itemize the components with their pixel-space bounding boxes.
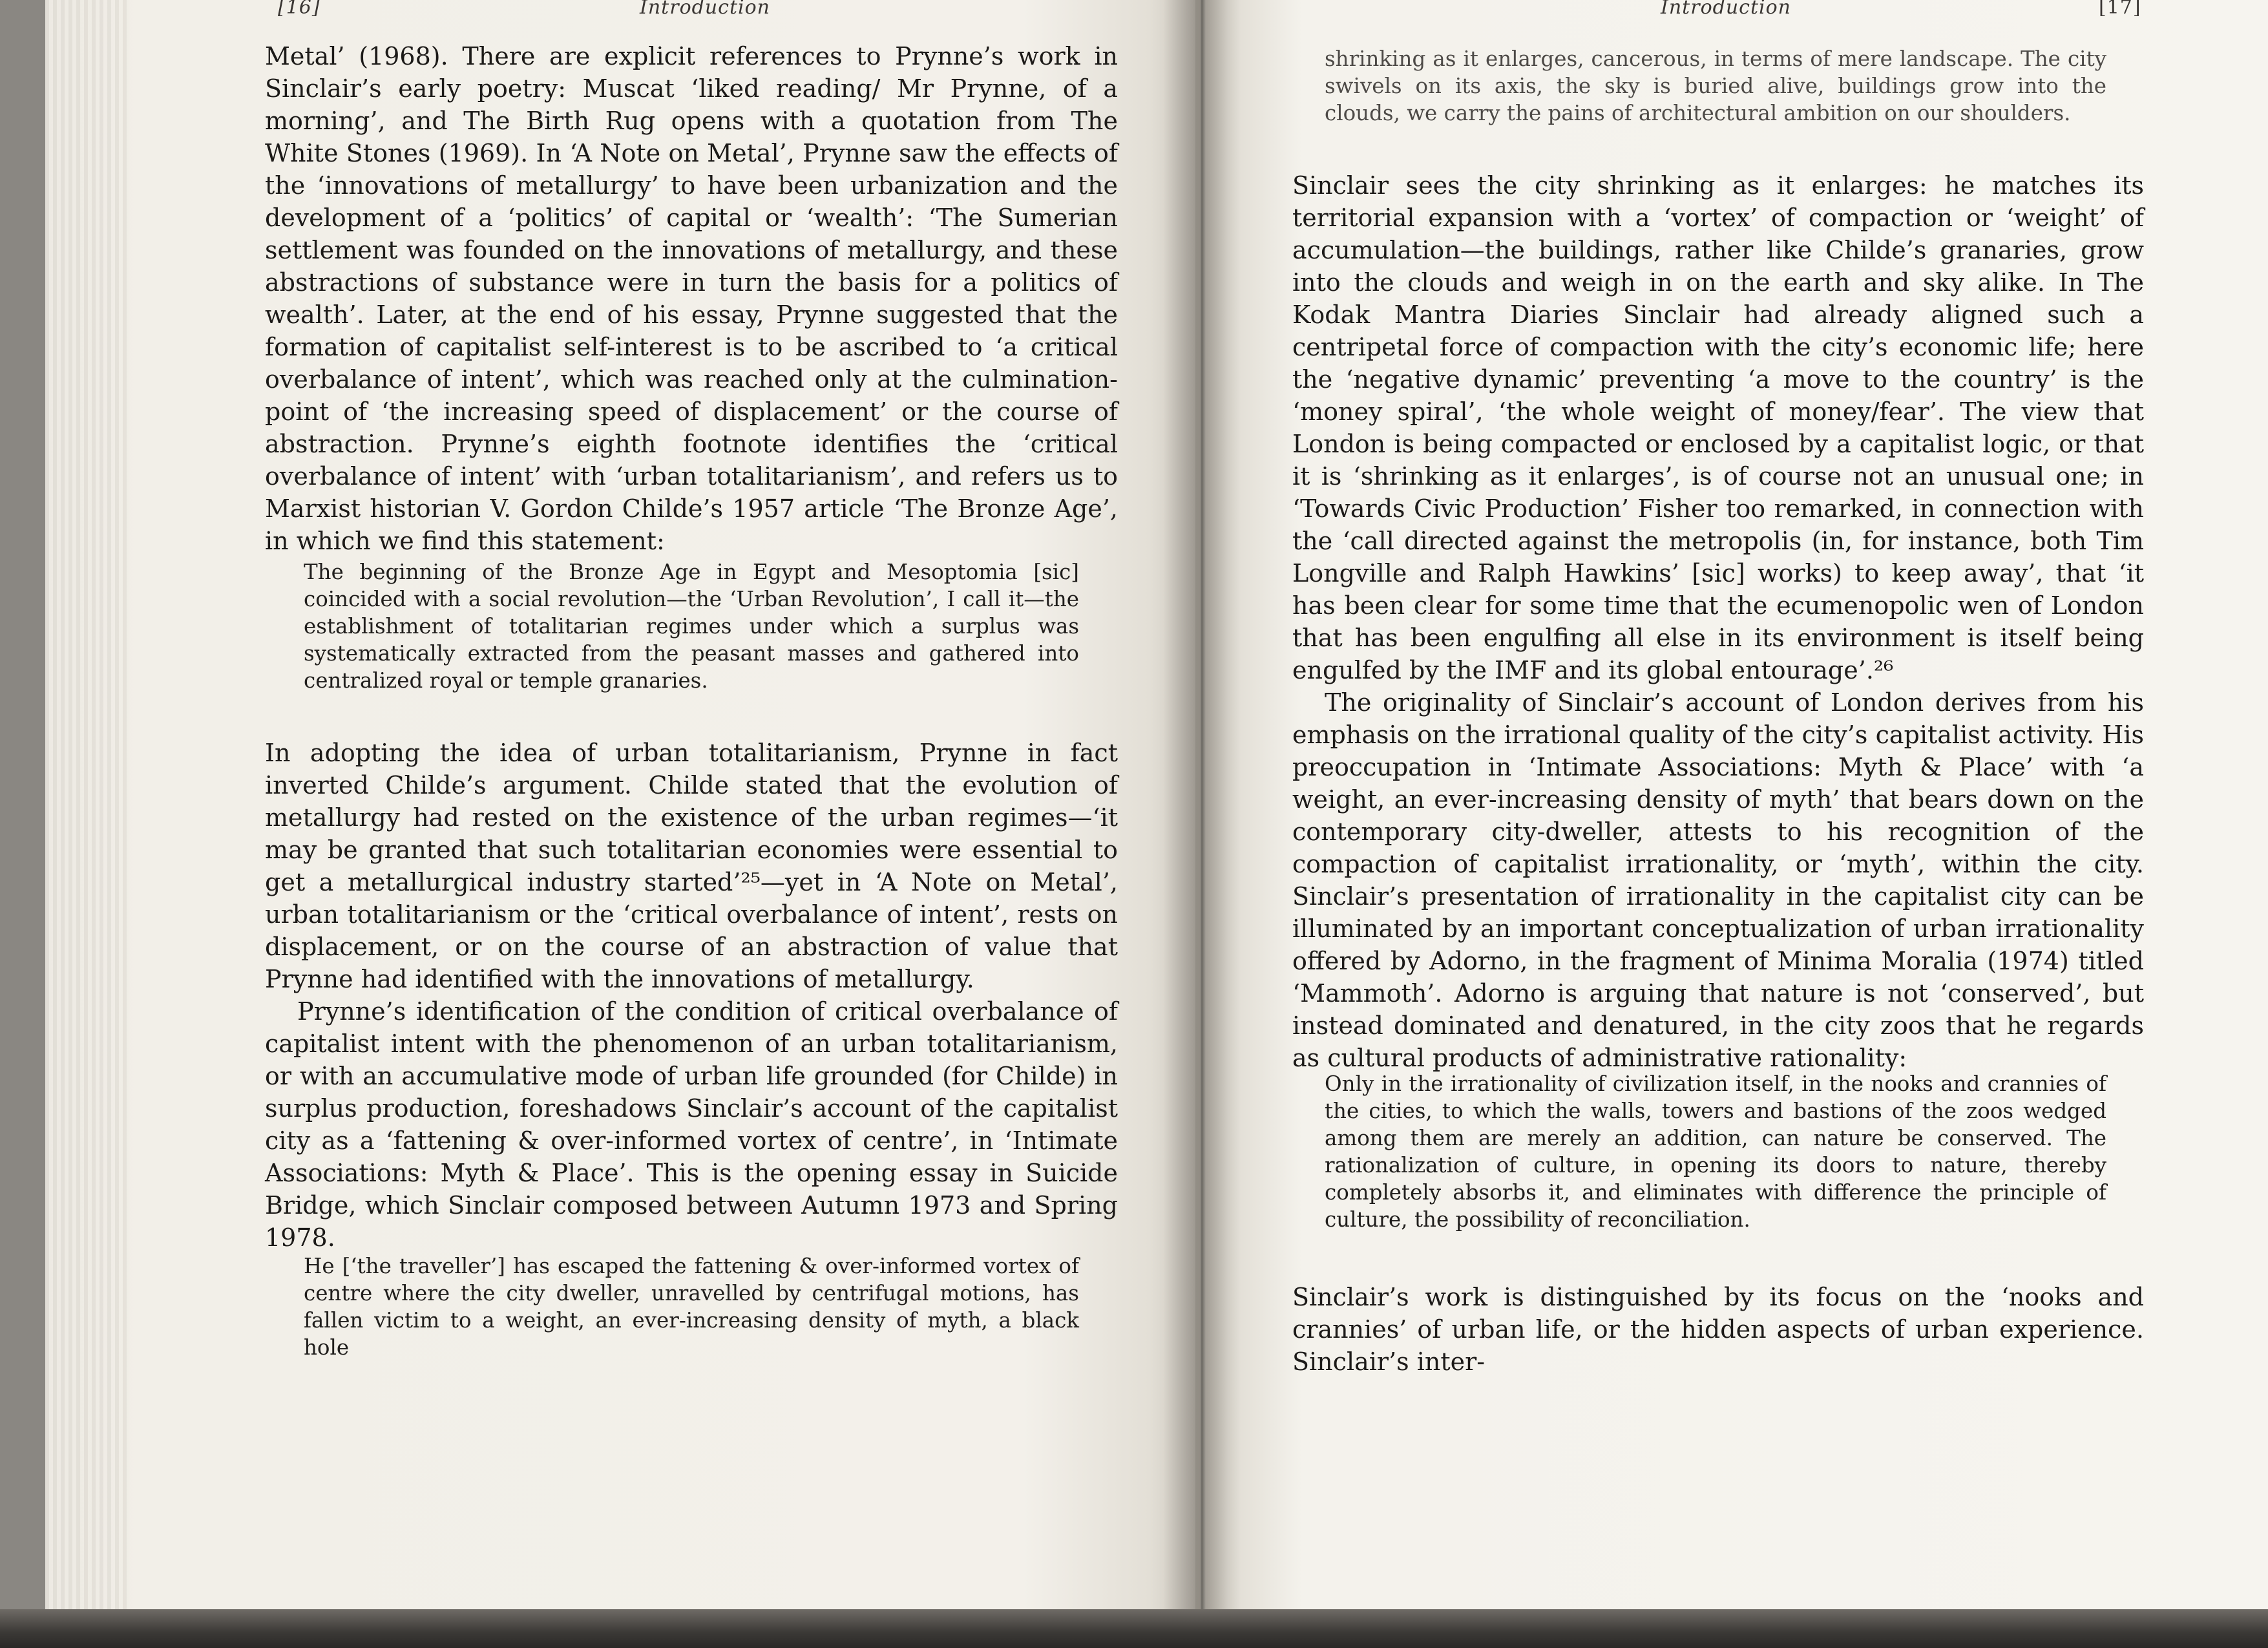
bottom-shadow	[0, 1609, 2268, 1648]
left-paragraph-2: In adopting the idea of urban totalitarianism, Prynne in fact inverted Childe’s argument. Childe stated that the evolution of metallurgy had rested on the existence of the urban regimes—‘it may be granted that such totalitarian economies were essential to get a metallurgical industry started’²⁵—yet in ‘A Note on Metal’, urban totalitarianism or the ‘critical overbalance of intent’, rests on displacement, or on the course of an abstraction of value that Prynne had identified with the innovations of metallurgy.	[265, 739, 1118, 993]
left-paragraph-1: Metal’ (1968). There are explicit references to Prynne’s work in Sinclair’s early poetry: Muscat ‘liked reading/ Mr Prynne, of a morning’, and The Birth Rug opens with a quotation from The White Stones (1969). In ‘A Note on Metal’, Prynne saw the effects of the ‘innovations of metallurgy’ to have been urbanization and the development of a ‘politics’ of capital or ‘wealth’: ‘The Sumerian settlement was founded on the innovations of metallurgy, and these abstractions of substance were in turn the basis for a politics of wealth’. Later, at the end of his essay, Prynne suggested that the formation of capitalist self-interest is to be ascribed to ‘a critical overbalance of intent’, which was reached only at the culmination-point of ‘the increasing speed of displacement’ or the course of abstraction. Prynne’s eighth footnote identifies the ‘critical overbalance of intent’ with ‘urban totalitarianism’, and refers us to Marxist historian V. Gordon Childe’s 1957 article ‘The Bronze Age’, in which we find this statement:	[265, 42, 1118, 555]
right-paragraph-3: Sinclair’s work is distinguished by its focus on the ‘nooks and crannies’ of urban life, or the hidden aspects of urban experience. Sinclair’s inter-	[1292, 1283, 2144, 1376]
left-running-head: Introduction	[640, 0, 770, 19]
left-page-edges	[45, 0, 129, 1616]
right-paragraph-2: The originality of Sinclair’s account of London derives from his emphasis on the irrational quality of the city’s capitalist activity. His preoccupation in ‘Intimate Associations: Myth & Place’ with ‘a weight, an ever-increasing density of myth’ that bears down on the contemporary city-dweller, attests to his recognition of the compaction of capitalist irrationality, or ‘myth’, within the city. Sinclair’s presentation of irrationality in the capitalist city can be illuminated by an important conceptualization of urban irrationality offered by Adorno, in the fragment of Minima Moralia (1974) titled ‘Mammoth’. Adorno is arguing that nature is not ‘conserved’, but instead dominated and denatured, in the city zoos that he regards as cultural products of administrative rationality:	[1292, 688, 2144, 1072]
book-gutter	[1163, 0, 1241, 1616]
right-block-quote-continued: shrinking as it enlarges, cancerous, in terms of mere landscape. The city swivels on its axis, the sky is buried alive, buildings grow into the clouds, we carry the pains of architectural ambition on our shoulders.	[1325, 47, 2106, 125]
right-body-upper	[1292, 169, 2144, 1074]
right-block-quote-adorno: Only in the irrationality of civilization itself, in the nooks and crannies of the cities, to which the walls, towers and bastions of the zoos wedged among them are merely an addition, can nature be conserved. The rationalization of culture, in opening its doors to nature, thereby completely absorbs it, and eliminates with difference the principle of culture, the possibility of reconciliation.	[1325, 1072, 2106, 1232]
left-block-quote-sinclair: He [‘the traveller’] has escaped the fattening & over-informed vortex of centre where the city dweller, unravelled by centrifugal motions, has fallen victim to a weight, an ever-increasing density of myth, a black hole	[304, 1254, 1079, 1360]
right-page-number: [17]	[2099, 0, 2141, 19]
right-paragraph-1: Sinclair sees the city shrinking as it enlarges: he matches its territorial expansion with a ‘vortex’ of compaction or ‘weight’ of accumulation—the buildings, rather like Childe’s granaries, grow into the clouds and weigh in on the earth and sky alike. In The Kodak Mantra Diaries Sinclair had already aligned such a centripetal force of compaction with the city’s economic life; here the ‘negative dynamic’ preventing ‘a move to the country’ is the ‘money spiral’, ‘the whole weight of money/fear’. The view that London is being compacted or enclosed by a capitalist logic, or that it is ‘shrinking as it enlarges’, is of course not an unusual one; in ‘Towards Civic Production’ Fisher too remarked, in connection with the ‘call directed against the metropolis (in, for instance, both Tim Longville and Ralph Hawkins’ [sic] works) to keep away’, that ‘it has been clear for some time that the ecumenopolic wen of London that has been engulfing all else in its environment is itself being engulfed by the IMF and its global entourage’.²⁶	[1292, 171, 2144, 684]
left-body-lower	[265, 737, 1118, 1254]
left-paragraph-3: Prynne’s identification of the condition of critical overbalance of capitalist intent with the phenomenon of an urban totalitarianism, or with an accumulative mode of urban life grounded (for Childe) in surplus production, foreshadows Sinclair’s account of the capitalist city as a ‘fattening & over-informed vortex of centre’, in ‘Intimate Associations: Myth & Place’. This is the opening essay in Suicide Bridge, which Sinclair composed between Autumn 1973 and Spring 1978.	[265, 997, 1118, 1252]
right-running-head: Introduction	[1661, 0, 1791, 19]
left-block-quote-childe: The beginning of the Bronze Age in Egypt and Mesoptomia [sic] coincided with a social revolution—the ‘Urban Revolution’, I call it—the establishment of totalitarian regimes under which a surplus was systematically extracted from the peasant masses and gathered into centralized royal or temple granaries.	[304, 560, 1079, 693]
left-page-number: [16]	[278, 0, 320, 19]
